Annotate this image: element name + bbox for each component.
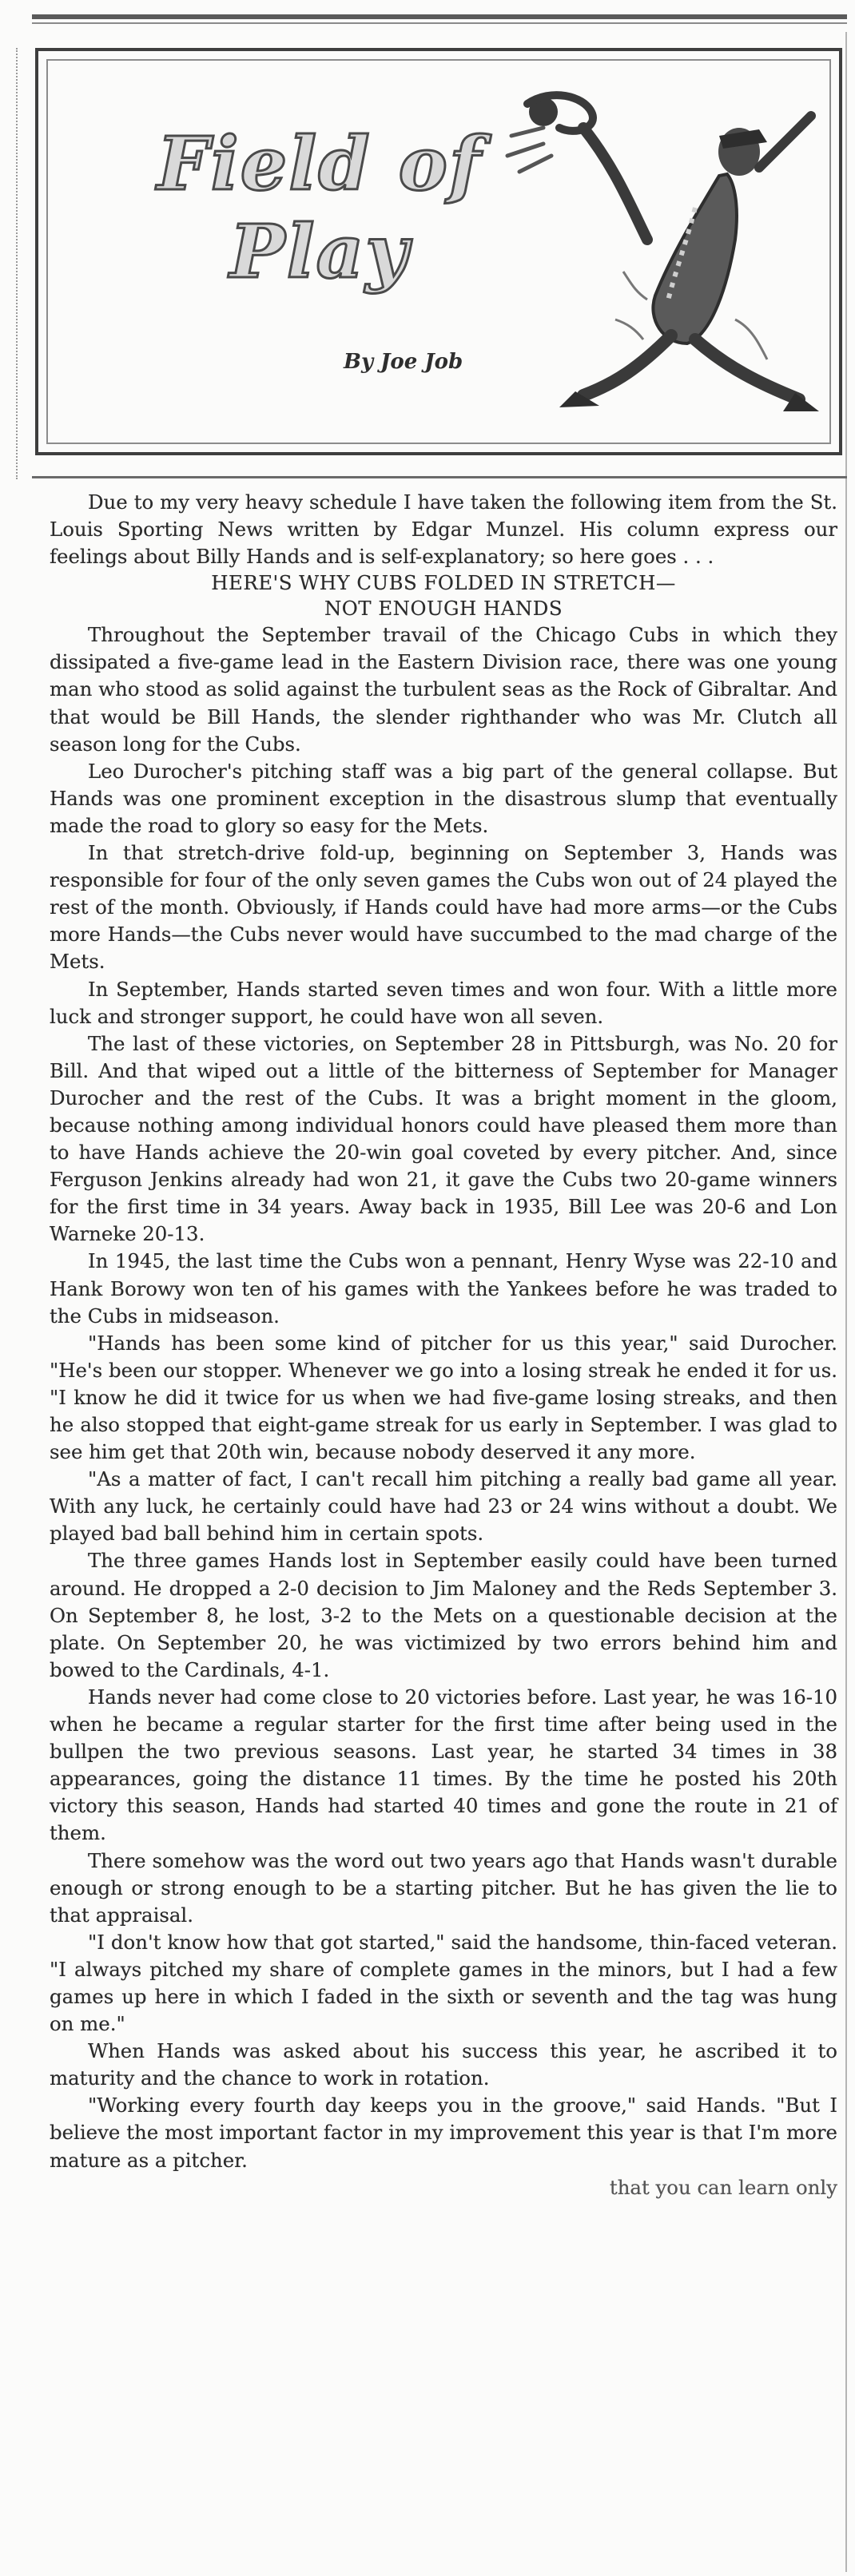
- column-title-line2: Play: [229, 208, 410, 295]
- header-separator-rule: [32, 476, 847, 478]
- article-subhead-line1: HERE'S WHY CUBS FOLDED IN STRETCH—: [211, 571, 676, 595]
- article-paragraph: Leo Durocher's pitching staff was a big part of the general collapse. But Hands was one prominent exception in the disastrous slump that eventually made the road to glory so easy for the Mets.: [50, 759, 837, 837]
- article-paragraph: In September, Hands started seven times and won four. With a little more luck and stronger support, he could have won all seven.: [50, 977, 837, 1028]
- article-paragraph: When Hands was asked about his success this year, he ascribed it to maturity and the chance to work in rotation.: [50, 2039, 837, 2090]
- article-paragraph: Throughout the September travail of the Chicago Cubs in which they dissipated a five-game lead in the Eastern Division race, there was one young man who stood as solid against the turbulent seas as the Rock of Gibraltar. And that would be Bill Hands, the slender righthander who was Mr. Clutch all season long for the Cubs.: [50, 623, 837, 756]
- article-paragraph: "Hands has been some kind of pitcher for us this year," said Durocher. "He's been our stopper. Whenever we go into a losing streak he ended it for us. "I know he did it twice for us when we had five-game losing streaks, and then he also stopped that eight-game streak for us early in September. I was glad to see him get that 20th win, because nobody deserved it any more.: [50, 1331, 837, 1464]
- article-paragraph: In 1945, the last time the Cubs won a pennant, Henry Wyse was 22-10 and Hank Borowy won ten of his games with the Yankees before he was traded to the Cubs in midseason.: [50, 1249, 837, 1328]
- left-margin-dots: [16, 48, 22, 479]
- article-body: [50, 489, 837, 2201]
- column-byline: By Joe Job: [344, 350, 463, 374]
- article-paragraph: "Working every fourth day keeps you in the groove," said Hands. "But I believe the most important factor in my improvement this year is that I'm more mature as a pitcher.: [50, 2094, 837, 2172]
- column-right-rule: [845, 32, 847, 2572]
- article-subhead-line2: NOT ENOUGH HANDS: [324, 597, 563, 621]
- article-intro: Due to my very heavy schedule I have taken the following item from the St. Louis Sporting News written by Edgar Munzel. His column express our feelings about Billy Hands and is self-explanatory; so here goes . . .: [50, 490, 837, 569]
- article-paragraph: The last of these victories, on September 28 in Pittsburgh, was No. 20 for Bill. And that wiped out a little of the bitterness of September for Manager Durocher and the rest of the Cubs. It was a bright moment in the gloom, because nothing among individual honors could have pleased them more than to have Hands achieve the 20-win goal coveted by every pitcher. And, since Ferguson Jenkins already had won 21, it gave the Cubs two 20-game winners for the first time in 34 years. Away back in 1935, Bill Lee was 20-6 and Lon Warneke 20-13.: [50, 1031, 837, 1246]
- article-paragraph: The three games Hands lost in September easily could have been turned around. He dropped a 2-0 decision to Jim Maloney and the Reds September 3. On September 8, he lost, 3-2 to the Mets on a questionable decision at the plate. On September 20, he was victimized by two errors behind him and bowed to the Cardinals, 4-1.: [50, 1549, 837, 1681]
- column-title-line1: Field of: [157, 121, 483, 207]
- article-paragraph: In that stretch-drive fold-up, beginning on September 3, Hands was responsible for four of the only seven games the Cubs won out of 24 played the rest of the month. Obviously, if Hands could have had more arms—or the Cubs more Hands—the Cubs never would have succumbed to the mad charge of the Mets.: [50, 841, 837, 974]
- column-title: [152, 120, 487, 296]
- article-paragraph: "I don't know how that got started," said the handsome, thin-faced veteran. "I always pitched my share of complete games in the minors, but I had a few games up here in which I faded in the sixth or seventh and the tag was hung on me.": [50, 1930, 837, 2036]
- top-rule-thin: [32, 22, 847, 24]
- article-cutoff-fragment: that you can learn only: [609, 2175, 837, 2199]
- article-paragraph: "As a matter of fact, I can't recall him pitching a really bad game all year. With any luck, he certainly could have had 23 or 24 wins without a doubt. We played bad ball behind him in certain spots.: [50, 1467, 837, 1546]
- top-rule: [32, 14, 847, 19]
- motion-lines-icon: [507, 128, 551, 172]
- article-paragraph: Hands never had come close to 20 victories before. Last year, he was 16-10 when he became a regular starter for the first time after being used in the bullpen the two previous seasons. Last year, he started 34 times in 38 appearances, going the distance 11 times. By the time he posted his 20th victory this season, Hands had started 40 times and gone the route in 21 of them.: [50, 1685, 837, 1845]
- baseball-pitcher-cartoon-icon: [495, 80, 823, 431]
- article-paragraph: There somehow was the word out two years ago that Hands wasn't durable enough or strong enough to be a starting pitcher. But he has given the lie to that appraisal.: [50, 1848, 837, 1927]
